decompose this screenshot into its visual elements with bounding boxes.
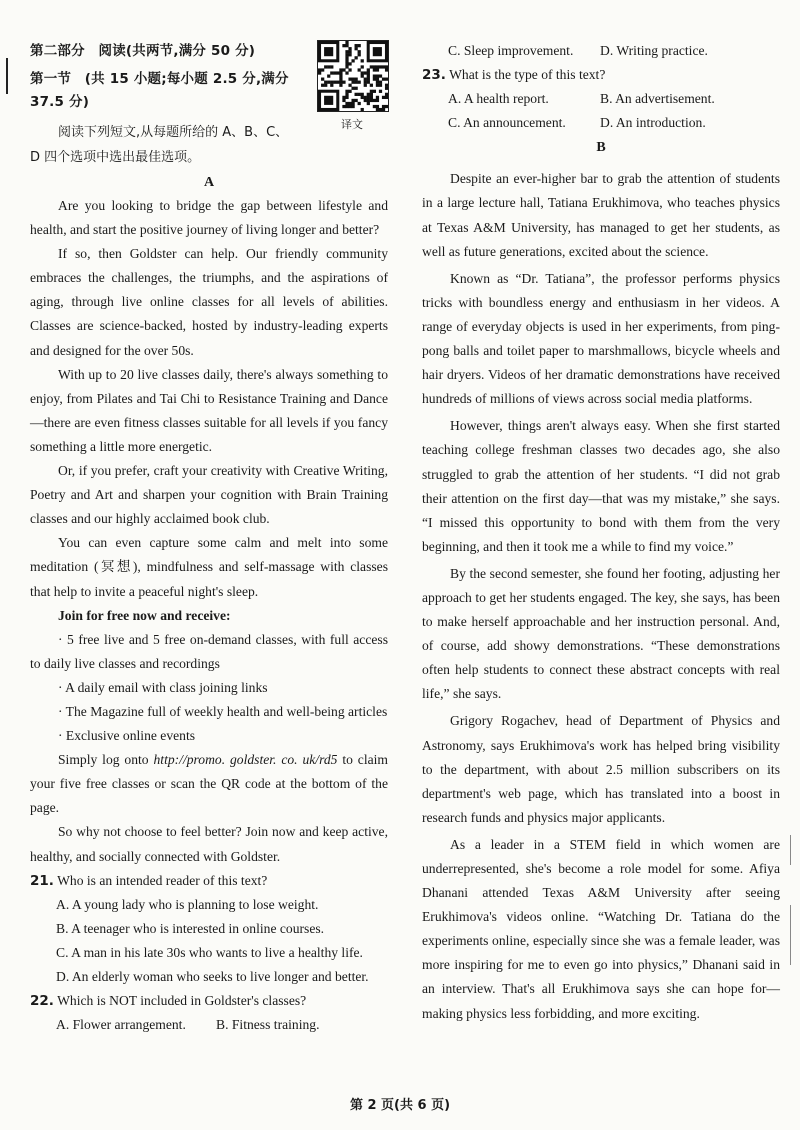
passage-a-para-1: Are you looking to bridge the gap between lifestyle and health, and start the positive journey of living longer and better? [30,198,388,238]
section-title-cont: 37.5 分) [30,94,90,110]
option-d[interactable]: D. An elderly woman who seeks to live longer and better. [56,969,369,984]
question-stem: Which is NOT included in Goldster's classes? [57,993,307,1009]
option-b[interactable]: B. A teenager who is interested in online courses. [56,920,325,936]
question-23 [422,63,780,135]
option-a[interactable]: A. A health report. [448,91,549,107]
qr-code-icon[interactable] [317,40,389,112]
passage-b-para-3: However, things aren't always easy. When she first started teaching college freshman classes two decades ago, she also struggled to grab the attention of her students. “I did not grab their attention on the first day—that was my mistake,” she says. “I missed this opportunity to bond with them from the very beginning, and then it took me a while to find my voice.” [422,418,780,554]
logon-post: to claim your five free classes or scan the QR code at the bottom of the page. [30,752,388,816]
passage-a-para-4: Or, if you prefer, craft your creativity with Creative Writing, Poetry and Art and sharpen your cognition with Brain Training classes and our highly acclaimed book club. [30,463,388,527]
qr-block [317,40,391,132]
part-title: 第二部分 阅读(共两节,满分 50 分) [30,43,256,59]
join-heading: Join for free now and receive: [58,607,231,623]
passage-b-para-2: Known as “Dr. Tatiana”, the professor performs physics tricks with boundless energy and enthusiasm in her videos. A range of everyday objects is used in her experiments, from ping-pong balls and toilet paper to marshmallows, bicycle wheels and hair dryers. Videos of her dramatic demonstrations have received hundreds of millions of views across social media platforms. [422,270,780,407]
passage-a [30,194,388,869]
logon-pre: Simply log onto [58,752,154,768]
margin-rule [6,58,8,94]
passage-a-para-2: If so, then Goldster can help. Our friendly community embraces the challenges, the triumphs, and the aspirations of aging, through live online classes for all levels of abilities. Classes are science-backed, hosted by industry-leading experts and designed for the over 50s. [30,246,388,358]
benefit-item: · A daily email with class joining links [58,679,268,695]
q22-option-d[interactable]: D. Writing practice. [600,43,708,58]
benefit-item: · 5 free live and 5 free on-demand classes, with full access to daily live classes and recordings [30,631,388,671]
passage-b-para-1: Despite an ever-higher bar to grab the attention of students in a large lecture hall, Tatiana Erukhimova, who teaches physics at Texas A&M University, has managed to get her students, as well as future generations, excited about the science. [422,171,780,259]
right-column [422,39,780,1026]
option-d[interactable]: D. An introduction. [600,115,706,131]
passage-b [422,167,780,1025]
question-number: 22. [30,993,54,1010]
passage-a-para-3: With up to 20 live classes daily, there's always something to enjoy, from Pilates and Tai Chi to Resistance Training and Dance—there are even fitness classes suitable for all levels if you fancy something a little more energetic. [30,366,388,454]
benefit-item: · Exclusive online events [58,728,196,744]
question-stem: What is the type of this text? [449,67,606,83]
passage-b-letter: B [596,140,606,156]
page-footer: 第 2 页(共 6 页) [349,1098,451,1113]
margin-rule-right-2 [790,905,791,965]
option-b[interactable]: B. An advertisement. [600,91,715,107]
option-a[interactable]: A. Flower arrangement. [56,1017,186,1033]
left-column [30,38,388,1037]
passage-b-para-4: By the second semester, she found her footing, adjusting her approach to get her students engaged. The key, she says, has been to make herself approachable and her instruction personal. And, of course, add showy demonstrations. “These demonstrations often help students to connect these abstract concepts with real life,” she says. [422,565,780,702]
question-stem: Who is an intended reader of this text? [57,872,268,888]
question-number: 21. [30,872,54,889]
question-22 [30,989,388,1037]
instruction: 阅读下列短文,从每题所给的 A、B、C、 [58,125,289,140]
question-number: 23. [422,67,446,84]
closing-paragraph: So why not choose to feel better? Join now and keep active, healthy, and socially connected with Goldster. [30,824,388,864]
passage-a-letter: A [203,175,215,190]
section-title: 第一节 (共 15 小题;每小题 2.5 分,满分 [30,71,289,87]
passage-b-para-5: Grigory Rogachev, head of Department of Physics and Astronomy, says Erukhimova's work has helped bring visibility to the department, with about 2.5 million subscribers on its department's web page, which has translated into a boost in research funds and physics major applicants. [422,713,780,825]
option-c[interactable]: C. An announcement. [448,115,566,131]
q22-option-c[interactable]: C. Sleep improvement. [448,43,574,58]
passage-b-para-6: As a leader in a STEM field in which women are underrepresented, she's become a role model for some. Afiya Dhanani attended Texas A&M University after seeing Erukhimova's videos online. “Watching Dr. Tatiana do the experiments online, especially since she was a female leader, was more inspiring for me to even go into physics,” Dhanani said in an interview. That's all Erukhimova says she can hope for—making physics less forbidding, and more exciting. [422,836,780,1021]
option-c[interactable]: C. A man in his late 30s who wants to live a healthy life. [56,944,363,960]
instruction-cont: D 四个选项中选出最佳选项。 [30,150,201,165]
qr-label: 译文 [341,118,363,131]
promo-url[interactable]: http://promo. goldster. co. uk/rd5 [153,752,338,768]
option-b[interactable]: B. Fitness training. [216,1017,320,1033]
benefit-item: · The Magazine full of weekly health and well-being articles [58,703,388,719]
question-21 [30,869,388,989]
passage-a-para-5: You can even capture some calm and melt into some meditation (冥想), mindfulness and self-massage with classes that help to invite a peaceful night's sleep. [30,535,388,599]
section-header [30,38,388,165]
margin-rule-right [790,835,791,865]
logon-paragraph [30,748,388,820]
option-a[interactable]: A. A young lady who is planning to lose weight. [56,896,319,912]
